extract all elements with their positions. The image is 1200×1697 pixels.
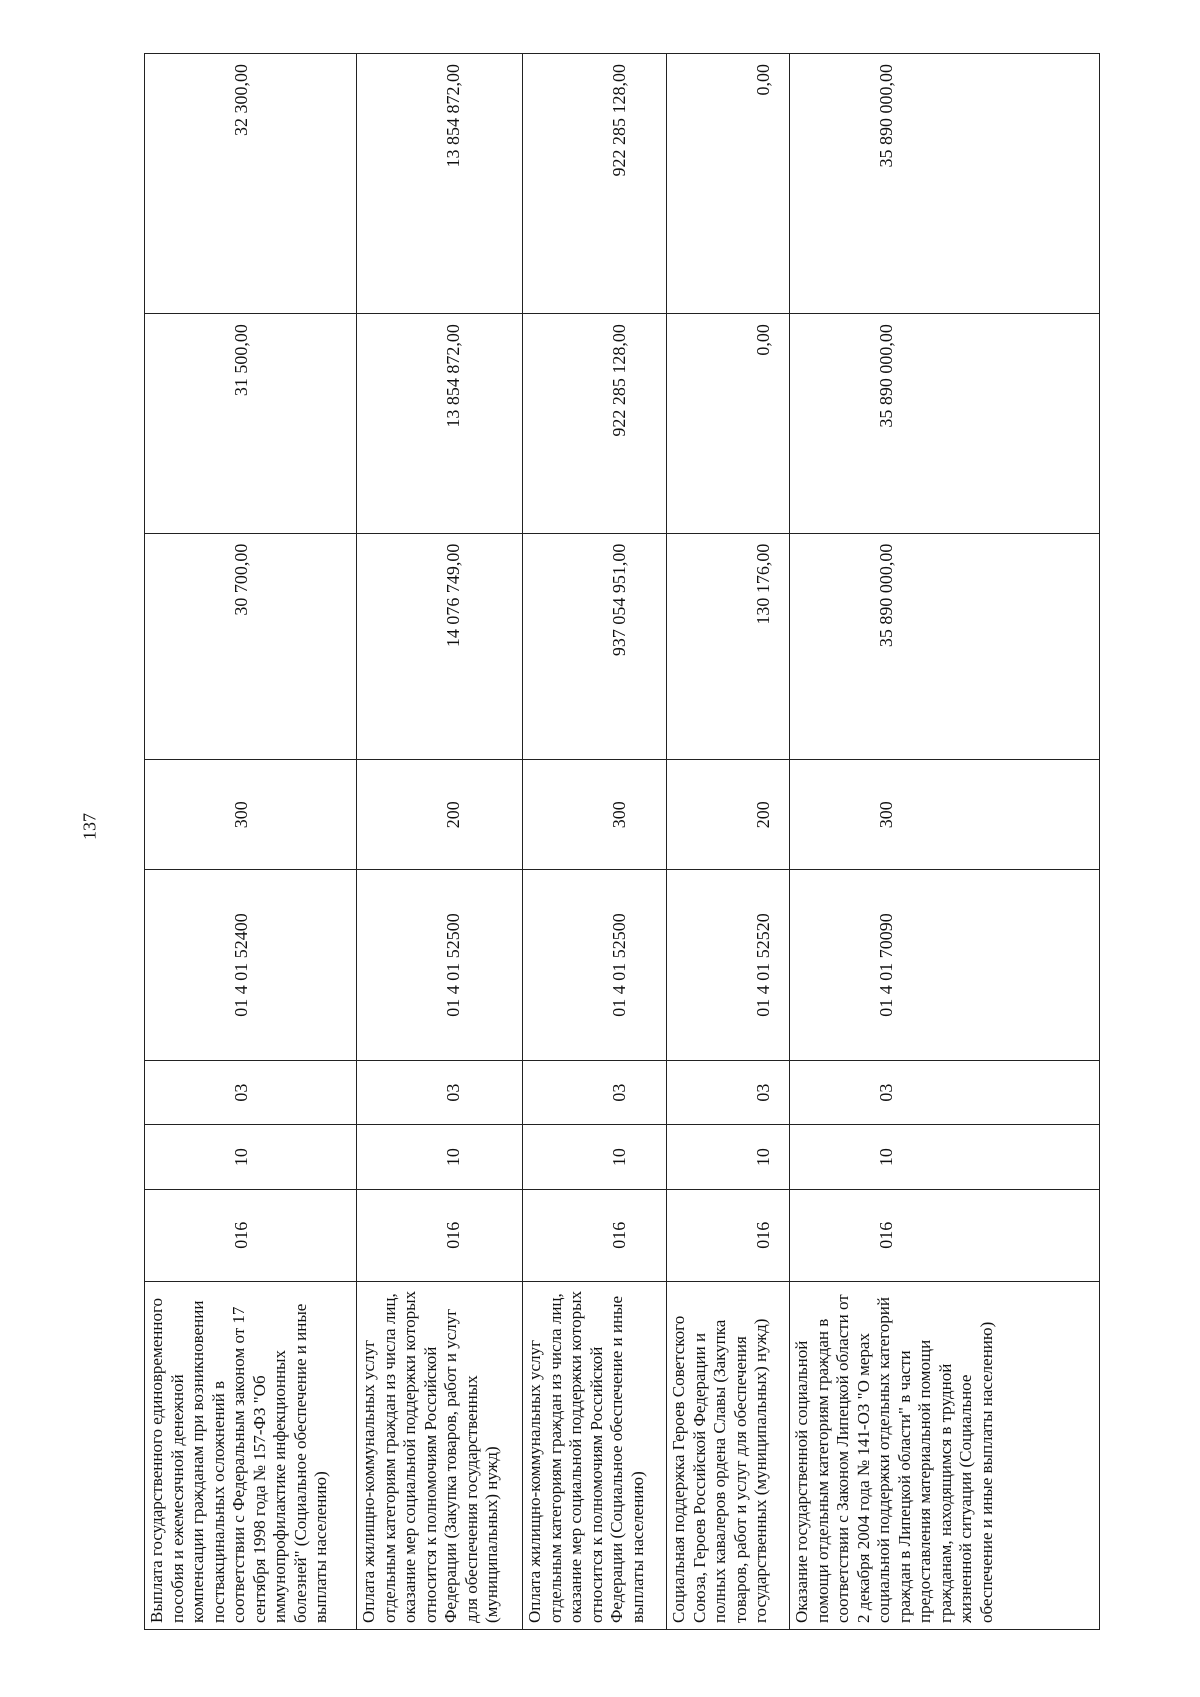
amount-year-3: 0,00 xyxy=(667,54,790,314)
budget-table xyxy=(144,53,1100,1630)
target-article-code: 01 4 01 52520 xyxy=(667,870,790,1061)
section-code: 10 xyxy=(523,1125,667,1189)
section-code: 10 xyxy=(790,1125,1100,1189)
amount-year-2: 35 890 000,00 xyxy=(790,314,1100,534)
target-article-code: 01 4 01 52500 xyxy=(357,870,523,1061)
amount-year-3: 32 300,00 xyxy=(145,54,357,314)
section-code: 10 xyxy=(357,1125,523,1189)
amount-year-2: 31 500,00 xyxy=(145,314,357,534)
row-description: Оказание государственной социальной помощи отдельным категориям граждан в соответствии с Законом Липецкой области от 2 декабря 2004 года № 141-ОЗ "О мерах социальной поддержки отдельных категорий граждан в Липецкой области" в части предоставления материальной помощи гражданам, находящимся в трудной жизненной ситуации (Социальное обеспечение и иные выплаты населению) xyxy=(790,1281,1100,1629)
table-row xyxy=(667,54,790,1630)
amount-year-1: 35 890 000,00 xyxy=(790,533,1100,760)
subsection-code: 03 xyxy=(790,1060,1100,1124)
subsection-code: 03 xyxy=(145,1060,357,1124)
target-article-code: 01 4 01 52400 xyxy=(145,870,357,1061)
table-row xyxy=(523,54,667,1630)
expense-type-code: 300 xyxy=(790,760,1100,870)
section-code: 10 xyxy=(667,1125,790,1189)
rotated-table-container xyxy=(144,53,1099,1630)
amount-year-3: 922 285 128,00 xyxy=(523,54,667,314)
subsection-code: 03 xyxy=(523,1060,667,1124)
target-article-code: 01 4 01 70090 xyxy=(790,870,1100,1061)
expense-type-code: 200 xyxy=(667,760,790,870)
row-description: Оплата жилищно-коммунальных услуг отдельным категориям граждан из числа лиц, оказание мер социальной поддержки которых относится к полномочиям Российской Федерации (Закупка товаров, работ и услуг для обеспечения государственных (муниципальных) нужд) xyxy=(357,1281,523,1629)
ministry-code: 016 xyxy=(790,1189,1100,1281)
amount-year-1: 14 076 749,00 xyxy=(357,533,523,760)
page-number: 137 xyxy=(79,813,100,840)
expense-type-code: 200 xyxy=(357,760,523,870)
section-code: 10 xyxy=(145,1125,357,1189)
expense-type-code: 300 xyxy=(523,760,667,870)
row-description: Выплата государственного единовременного пособия и ежемесячной денежной компенсации гражданам при возникновении поствакцинальных осложнений в соответствии с Федеральным законом от 17 сентября 1998 года № 157-ФЗ "Об иммунопрофилактике инфекционных болезней" (Социальное обеспечение и иные выплаты населению) xyxy=(145,1281,357,1629)
amount-year-3: 13 854 872,00 xyxy=(357,54,523,314)
ministry-code: 016 xyxy=(145,1189,357,1281)
target-article-code: 01 4 01 52500 xyxy=(523,870,667,1061)
amount-year-3: 35 890 000,00 xyxy=(790,54,1100,314)
amount-year-2: 13 854 872,00 xyxy=(357,314,523,534)
row-description: Оплата жилищно-коммунальных услуг отдельным категориям граждан из числа лиц, оказание мер социальной поддержки которых относится к полномочиям Российской Федерации (Социальное обеспечение и иные выплаты населению) xyxy=(523,1281,667,1629)
row-description: Социальная поддержка Героев Советского Союза, Героев Российской Федерации и полных кавалеров ордена Славы (Закупка товаров, работ и услуг для обеспечения государственных (муниципальных) нужд) xyxy=(667,1281,790,1629)
amount-year-1: 937 054 951,00 xyxy=(523,533,667,760)
table-row xyxy=(357,54,523,1630)
amount-year-1: 30 700,00 xyxy=(145,533,357,760)
amount-year-1: 130 176,00 xyxy=(667,533,790,760)
table-row xyxy=(790,54,1100,1630)
subsection-code: 03 xyxy=(357,1060,523,1124)
amount-year-2: 922 285 128,00 xyxy=(523,314,667,534)
table-row xyxy=(145,54,357,1630)
amount-year-2: 0,00 xyxy=(667,314,790,534)
ministry-code: 016 xyxy=(667,1189,790,1281)
ministry-code: 016 xyxy=(357,1189,523,1281)
subsection-code: 03 xyxy=(667,1060,790,1124)
expense-type-code: 300 xyxy=(145,760,357,870)
ministry-code: 016 xyxy=(523,1189,667,1281)
